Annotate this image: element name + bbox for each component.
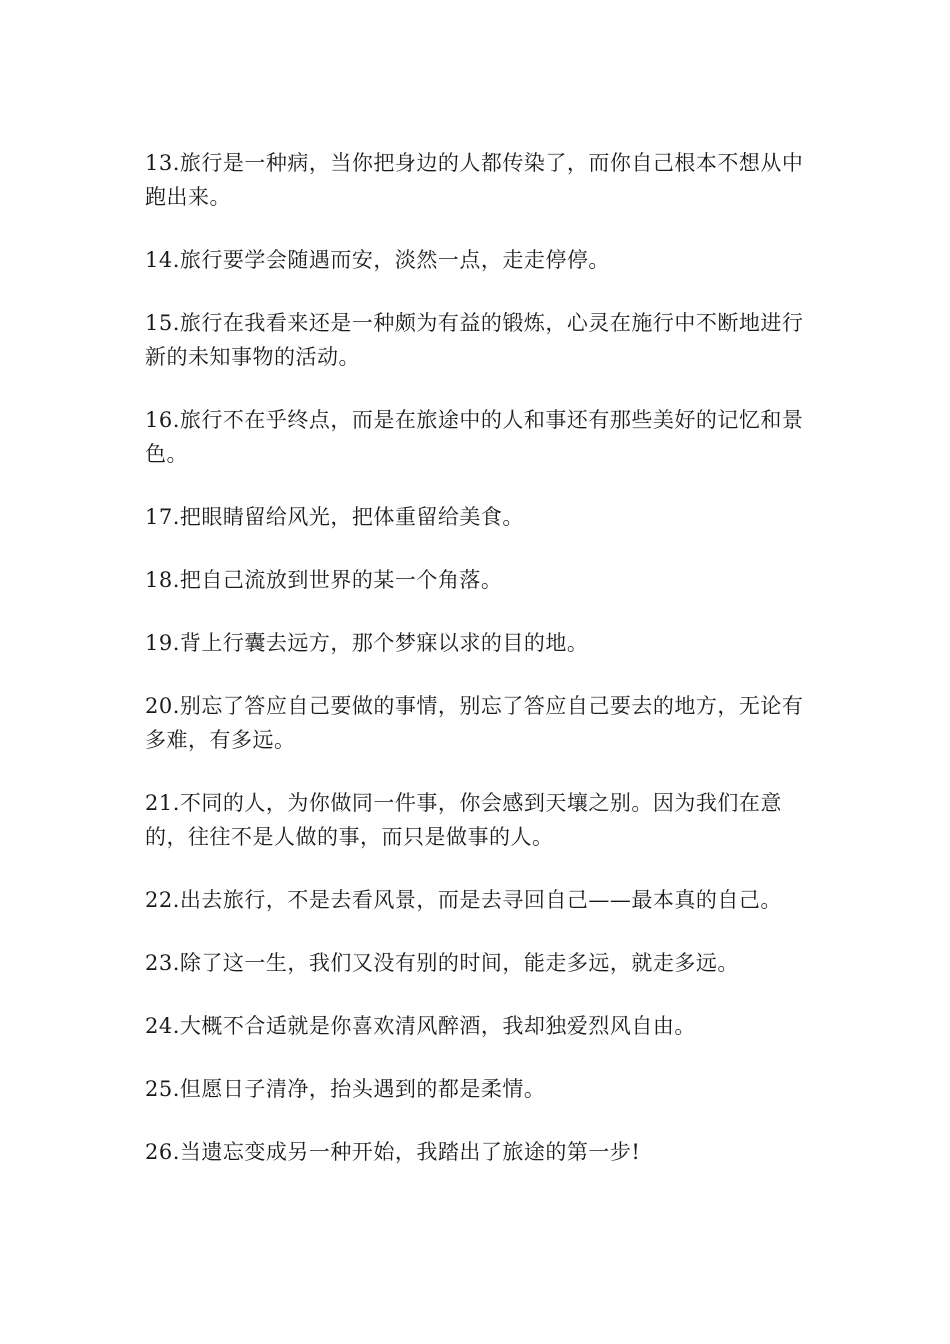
quote-item-20: 20.别忘了答应自己要做的事情，别忘了答应自己要去的地方，无论有多难，有多远。 [145, 694, 804, 752]
quote-item-23: 23.除了这一生，我们又没有别的时间，能走多远，就走多远。 [145, 951, 739, 975]
quote-item-18: 18.把自己流放到世界的某一个角落。 [145, 568, 503, 592]
quote-item-21: 21.不同的人，为你做同一件事，你会感到天壤之别。因为我们在意的，往往不是人做的事，而只是做事的人。 [145, 791, 782, 849]
quote-item-16: 16.旅行不在乎终点，而是在旅途中的人和事还有那些美好的记忆和景色。 [145, 408, 804, 466]
quote-item-13: 13.旅行是一种病，当你把身边的人都传染了，而你自己根本不想从中跑出来。 [145, 151, 804, 209]
quote-item-25: 25.但愿日子清净，抬头遇到的都是柔情。 [145, 1077, 546, 1101]
quote-list [145, 146, 810, 1169]
quote-item-15: 15.旅行在我看来还是一种颇为有益的锻炼，心灵在施行中不断地进行新的未知事物的活动。 [145, 311, 804, 369]
quote-item-24: 24.大概不合适就是你喜欢清风醉酒，我却独爱烈风自由。 [145, 1014, 696, 1038]
quote-item-22: 22.出去旅行，不是去看风景，而是去寻回自己——最本真的自己。 [145, 888, 782, 912]
quote-item-14: 14.旅行要学会随遇而安，淡然一点，走走停停。 [145, 248, 610, 272]
quote-item-19: 19.背上行囊去远方，那个梦寐以求的目的地。 [145, 631, 589, 655]
quote-item-26: 26.当遗忘变成另一种开始，我踏出了旅途的第一步! [145, 1140, 641, 1164]
quote-item-17: 17.把眼睛留给风光，把体重留给美食。 [145, 505, 524, 529]
